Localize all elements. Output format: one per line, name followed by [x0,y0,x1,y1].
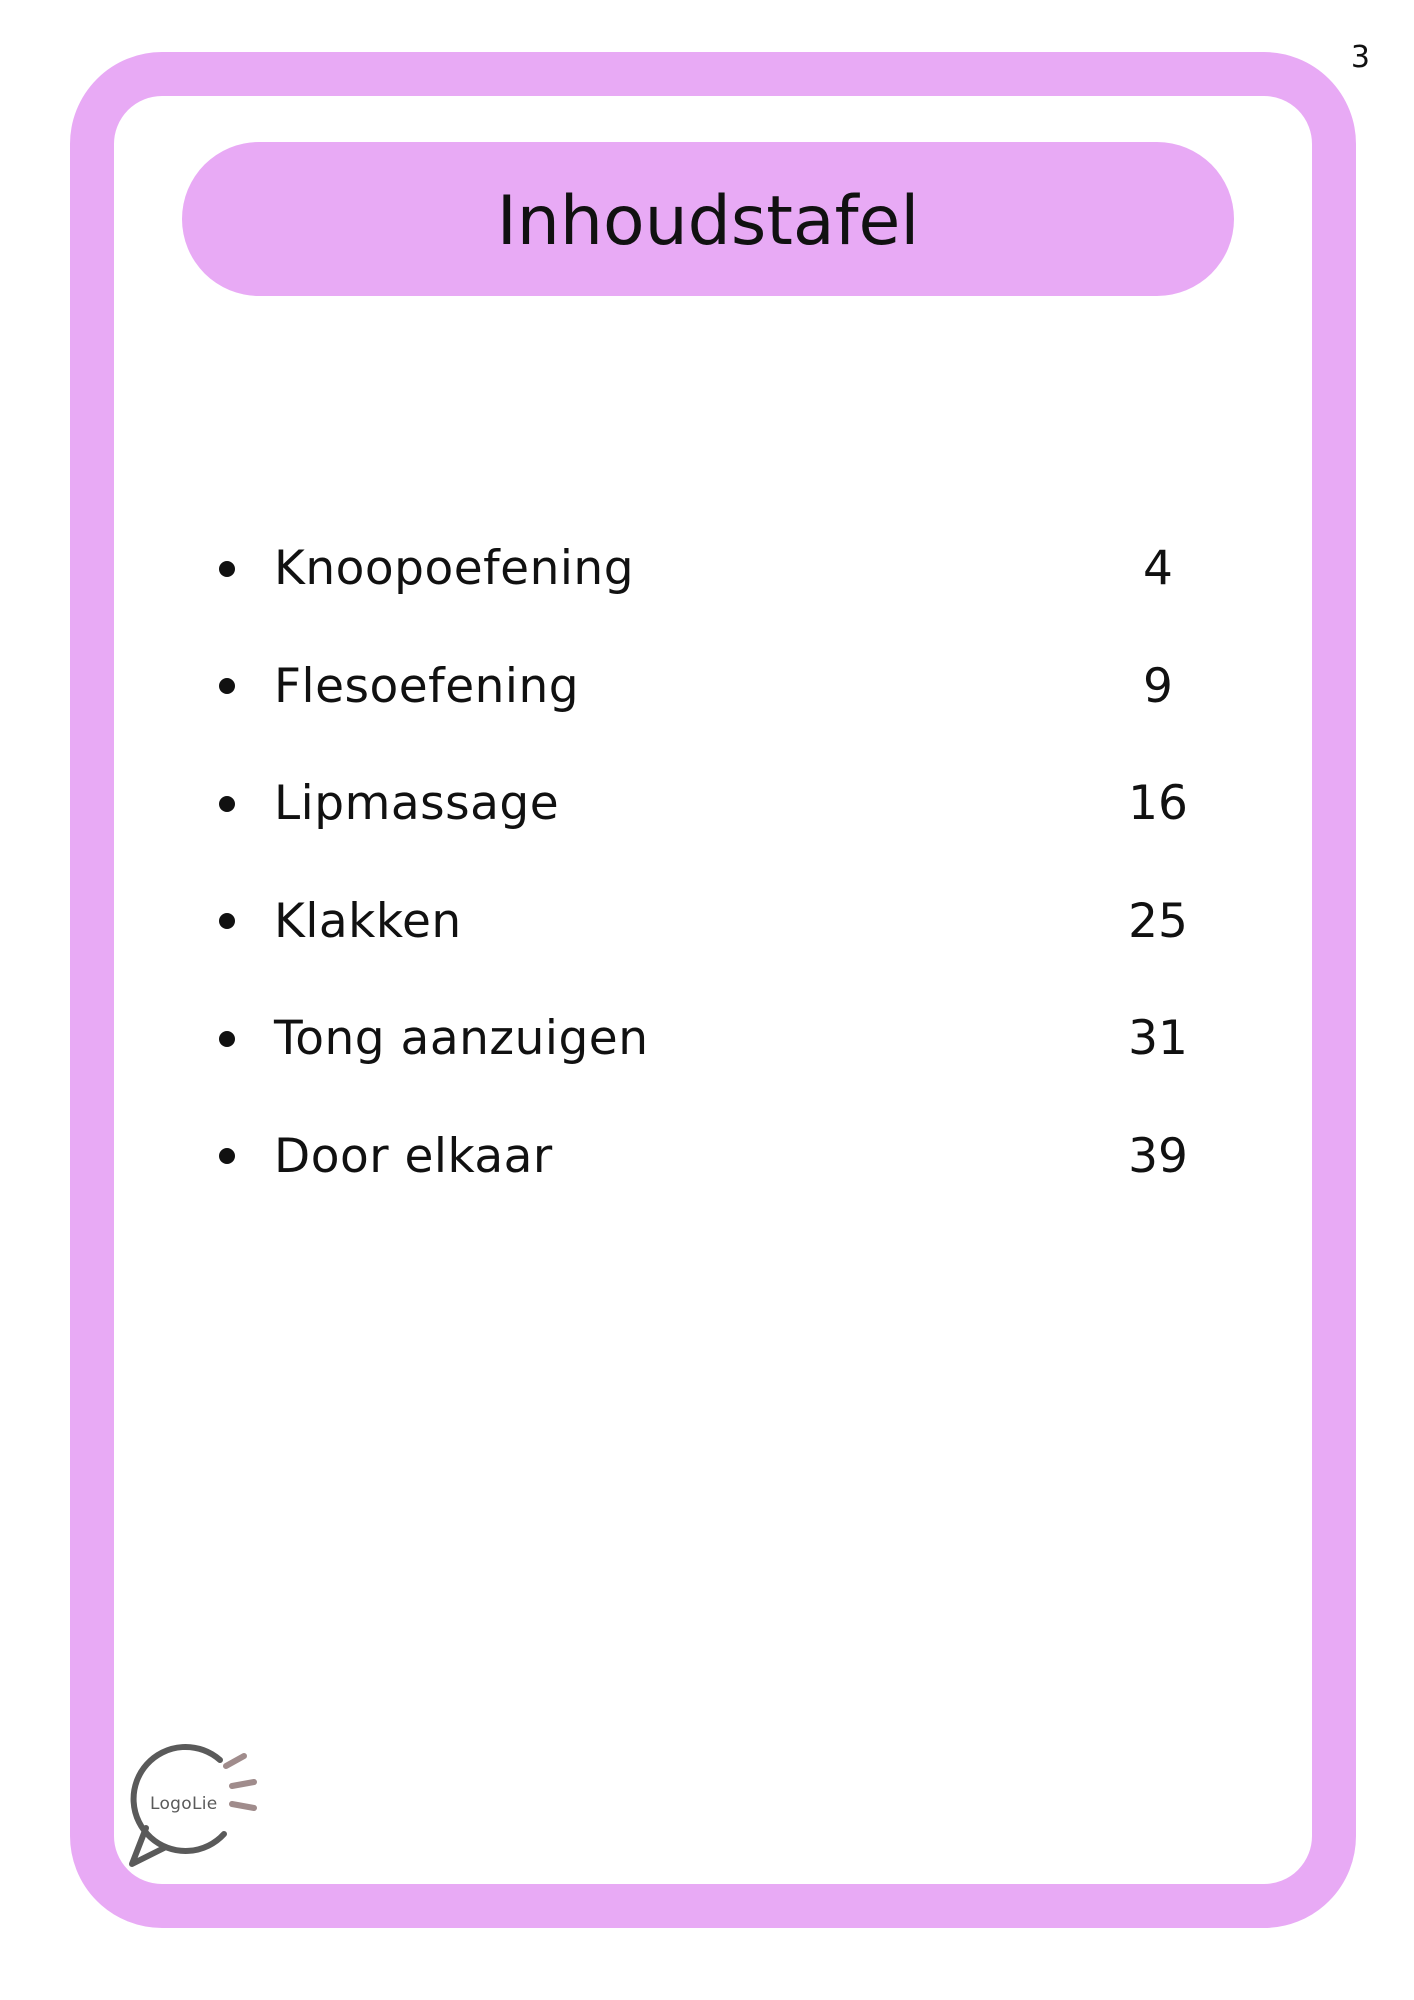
toc-item-page-number: 25 [1128,893,1188,949]
toc-item-lipmassage[interactable] [210,745,1220,863]
toc-item-page-number: 4 [1143,541,1173,597]
toc-item-door-elkaar[interactable] [210,1098,1220,1216]
toc-item-label: Flesoefening [274,658,580,714]
toc-item-klakken[interactable] [210,863,1220,981]
page-number: 3 [1350,40,1370,75]
bullet-icon [219,678,235,694]
toc-item-label: Knoopoefening [274,541,635,597]
bullet-icon [219,913,235,929]
toc-item-label: Lipmassage [274,776,560,832]
toc-item-page-number: 9 [1143,658,1173,714]
page-title: Inhoudstafel [496,181,920,261]
toc-item-flesoefening[interactable] [210,628,1220,746]
toc-item-knoopoefening[interactable] [210,510,1220,628]
logo-wordmark: LogoLie [150,1794,218,1814]
table-of-contents [210,510,1220,1215]
toc-item-page-number: 31 [1128,1011,1188,1067]
toc-item-label: Klakken [274,893,462,949]
bullet-icon [219,1148,235,1164]
title-banner [182,142,1234,296]
toc-item-tong-aanzuigen[interactable] [210,980,1220,1098]
toc-item-label: Tong aanzuigen [274,1011,649,1067]
toc-item-page-number: 39 [1128,1128,1188,1184]
bullet-icon [219,796,235,812]
bullet-icon [219,561,235,577]
bullet-icon [219,1031,235,1047]
toc-item-page-number: 16 [1128,776,1188,832]
toc-item-label: Door elkaar [274,1128,553,1184]
